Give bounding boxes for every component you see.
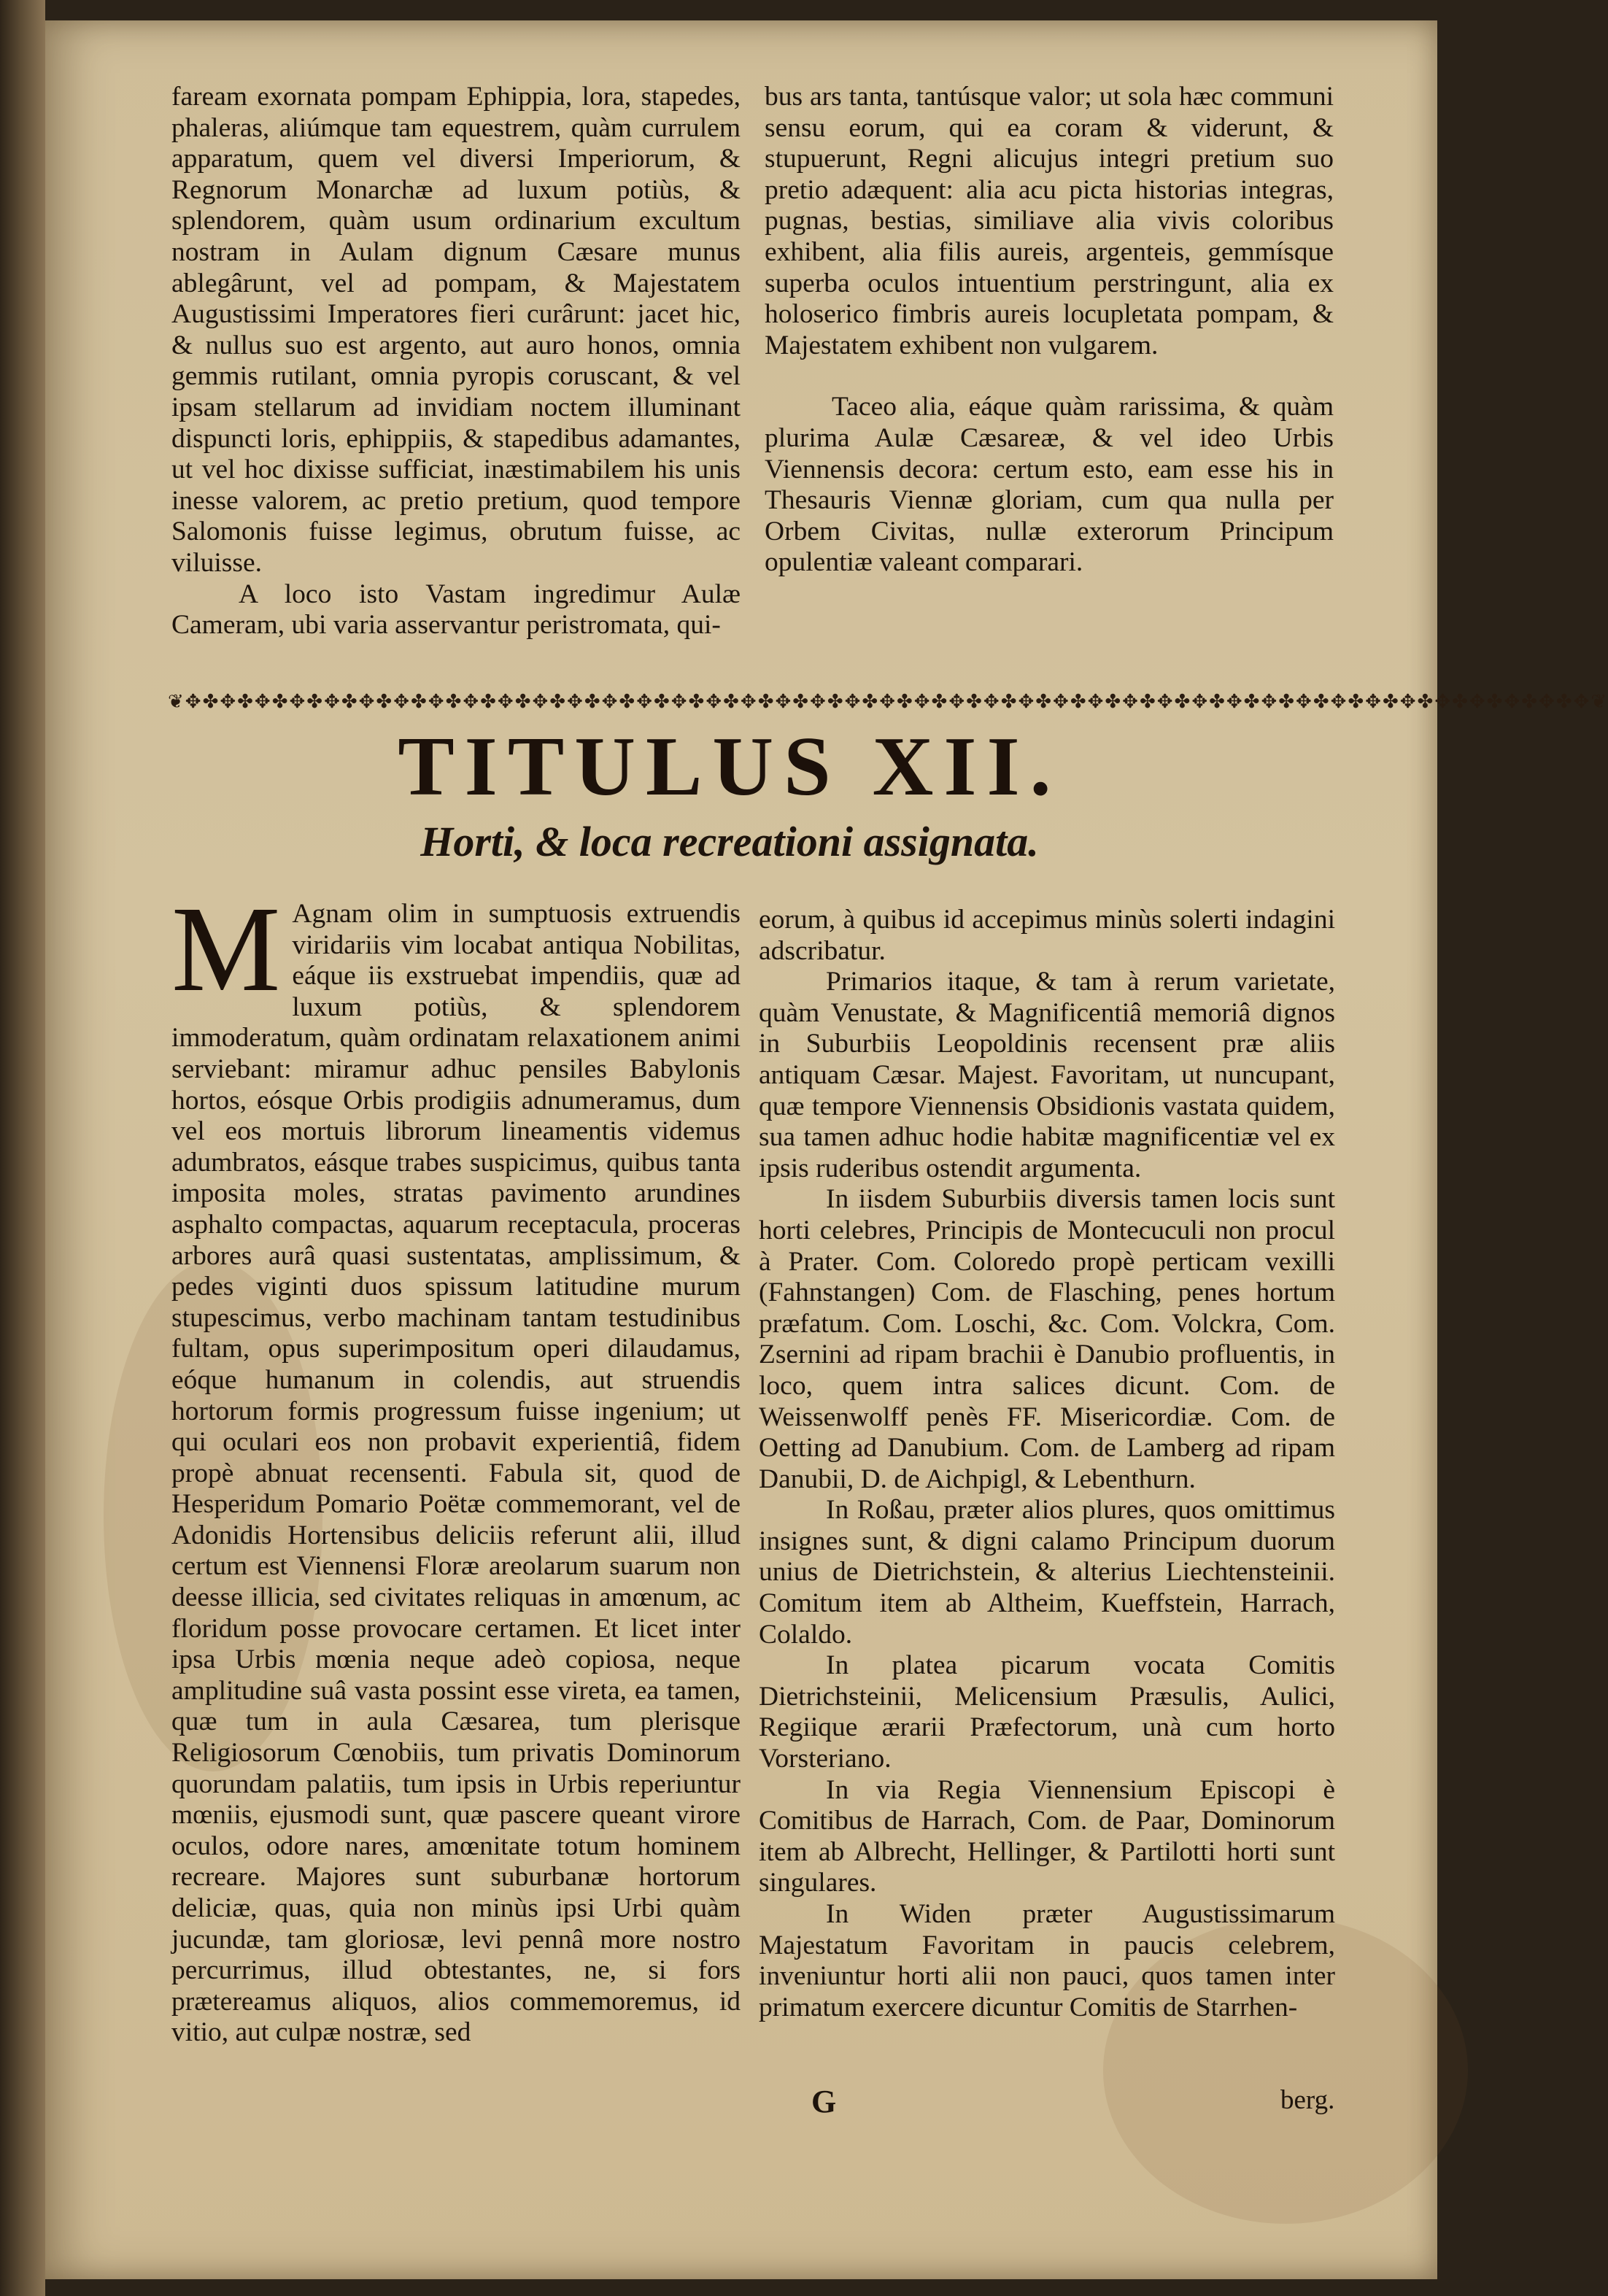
catchword: berg.	[1280, 2085, 1335, 2115]
paragraph: A loco isto Vastam ingredimur Aulæ Cameram, ubi varia asservantur peristromata, qui-	[171, 579, 741, 641]
section-subtitle: Horti, & loca recreationi assignata.	[420, 818, 1039, 865]
bottom-right-column	[759, 905, 1335, 2023]
paragraph: In platea picarum vocata Comitis Dietrichsteinii, Melicensium Præsulis, Aulici, Regiique ærarii Præfectorum, unà cum horto Vorsteriano.	[759, 1650, 1335, 1774]
bottom-left-column	[171, 881, 741, 2049]
paragraph: In Widen præter Augustissimarum Majestatum Favoritam in paucis celebrem, inveniuntur horti alii non pauci, quos tamen inter primatum exercere dicuntur Comitis de Starrhen-	[759, 1899, 1335, 2022]
drop-cap: M	[171, 881, 281, 1017]
paragraph: bus ars tanta, tantúsque valor; ut sola hæc communi sensu eorum, qui ea coram & viderunt, & stupuerunt, Regni alicujus integri pretium suo pretio adæquent: alia acu picta historias integras, pugnas, bestias, similiave alia vivis coloribus exhibent, alia filis aureis, argenteis, gemmísque superba oculos intuentium perstringunt, alia ex holoserico fimbris aureis locupletata pompam, & Majestatem exhibent non vulgarem.	[765, 82, 1334, 360]
paragraph: In Roßau, præter alios plures, quos omittimus insignes sunt, & digni calamo Principum duorum unius de Dietrichstein, & alterius Liechtensteinii. Comitum item ab Altheim, Kueffstein, Harrach, Colaldo.	[759, 1495, 1335, 1650]
paragraph: eorum, à quibus id accepimus minùs solerti indagini adscribatur.	[759, 905, 1335, 966]
signature-mark: G	[811, 2084, 837, 2119]
paragraph: In via Regia Viennensium Episcopi è Comitibus de Harrach, Com. de Paar, Dominorum item ab Albrecht, Hellinger, & Partilotti horti sunt singulares.	[759, 1774, 1335, 1898]
paragraph: In iisdem Suburbiis diversis tamen locis sunt horti celebres, Principis de Montecuculi non procul à Prater. Com. Coloredo propè perticam vexilli (Fahnstangen) Com. de Flasching, penes hortum præfatum. Com. Loschi, &c. Com. Volckra, Com. Zsernini ad ripam brachii è Danubio profluentis, in loco, quem intra salices dicunt. Com. de Weissenwolff penès FF. Misericordiæ. Com. de Oetting ad Danubium. Com. de Lamberg ad ripam Danubii, D. de Aichpigl, & Lebenthurn.	[759, 1184, 1335, 1494]
paragraph: Taceo alia, eáque quàm rarissima, & quàm plurima Aulæ Cæsareæ, & vel ideo Urbis Viennensis decora: certum esto, eam esse his in Thesauris Viennæ gloriam, cum qua nulla per Orbem Civitas, nullæ exterorum Principum opulentiæ valeant comparari.	[765, 392, 1334, 578]
top-left-column	[171, 82, 741, 641]
book-spine	[0, 0, 45, 2296]
ornamental-divider: ❦✥✤✥✤✥✤✥✤✥✤✥✤✥✤✥✤✥✤✥✤✥✤✥✤✥✤✥✤✥✤✥✤✥✤✥✤✥✤✥✤✥✤✥✤✥✤✥✤✥✤✥✤✥✤✥✤✥✤✥✤✥✤✥✤✥✤✥✤✥✤✥✤✥✤✥✤✥✤✥✤✥❦	[168, 691, 1608, 712]
paragraph: faream exornata pompam Ephippia, lora, stapedes, phaleras, aliúmque tam equestrem, quàm currulem apparatum, quem vel diversi Imperiorum, & Regnorum Monarchæ ad luxum potiùs, & splendorem, quàm usum ordinarium excultum nostram in Aulam dignum Cæsare munus ablegârunt, vel ad pompam, & Majestatem Augustissimi Imperatores fieri curârunt: jacet hic, & nullus suo est argento, aut auro honos, omnia gemmis rutilant, omnia pyropis coruscant, & vel ipsam stellarum ad invidiam noctem illuminant dispuncti loris, ephippiis, & stapedibus adamantes, ut vel hoc dixisse sufficiat, inæstimabilem his unis inesse valorem, ac pretio pretium, quod tempore Salomonis fuisse legimus, obrutum fuisse, ac viluisse.	[171, 82, 741, 578]
paragraph: Primarios itaque, & tam à rerum varietate, quàm Venustate, & Magnificentiâ memoriâ dignos in Suburbiis Leopoldinis recensent præ aliis antiquam Cæsar. Majest. Favoritam, ut nuncupant, quæ tempore Viennensis Obsidionis vastata quidem, sua tamen adhuc hodie habitæ magnificentiæ vel ex ipsis ruderibus ostendit argumenta.	[759, 967, 1335, 1183]
top-right-column	[765, 82, 1334, 579]
paragraph: Agnam olim in sumptuosis extruendis viridariis vim locabat antiqua Nobilitas, eáque iis exstruebat impendiis, quæ ad luxum potiùs, & splendorem immoderatum, quàm ordinatam relaxationem animi serviebant: miramur adhuc pensiles Babylonis hortos, eósque Orbis prodigiis adnumeramus, dum vel eos mortuis librorum lineamentis videmus adumbratos, eásque trabes suspicimus, quibus tanta imposita moles, stratas pavimento arundines asphalto compactas, aquarum receptacula, proceras arbores aurâ quasi sustentatas, amplissimum, & pedes viginti duos spissum latitudine murum stupescimus, verbo machinam tantam testudinibus fultam, opus superimpositum operi dilaudamus, eóque humanum in colendis, aut struendis hortorum formis progressum fuisse ingenium; ut qui oculari eos non probavit experientiâ, fidem propè abnuat recensenti. Fabula sit, quod de Hesperidum Pomario Poëtæ commemorant, vel de Adonidis Hortensibus deliciis referunt alii, illud certum est Viennensi Floræ areolarum suarum non deesse illicia, sed civitates reliquas in amœnum, ac floridum posse provocare certamen. Et licet inter ipsa Urbis mœnia neque adeò copiosa, neque amplitudine suâ vasta possint esse vireta, ea tamen, quæ tum in aula Cæsarea, tum plerisque Religiosorum Cœnobiis, tum privatis Dominorum quorundam palatiis, tum ipsis in Urbis reperiuntur mœniis, ejusmodi sunt, quæ pascere queant virore oculos, odore nares, amœnitate totum hominem recreare. Majores sunt suburbanæ hortorum deliciæ, quas, quia non minùs ipsi Urbi quàm jucundæ, tam gloriosæ, levi pennâ more nostro percurrimus, illud obtestantes, ne, si fors prætereamus aliquos, alios commemoremus, id vitio, aut culpæ nostræ, sed	[171, 899, 741, 2048]
section-title: TITULUS XII.	[398, 720, 1062, 813]
